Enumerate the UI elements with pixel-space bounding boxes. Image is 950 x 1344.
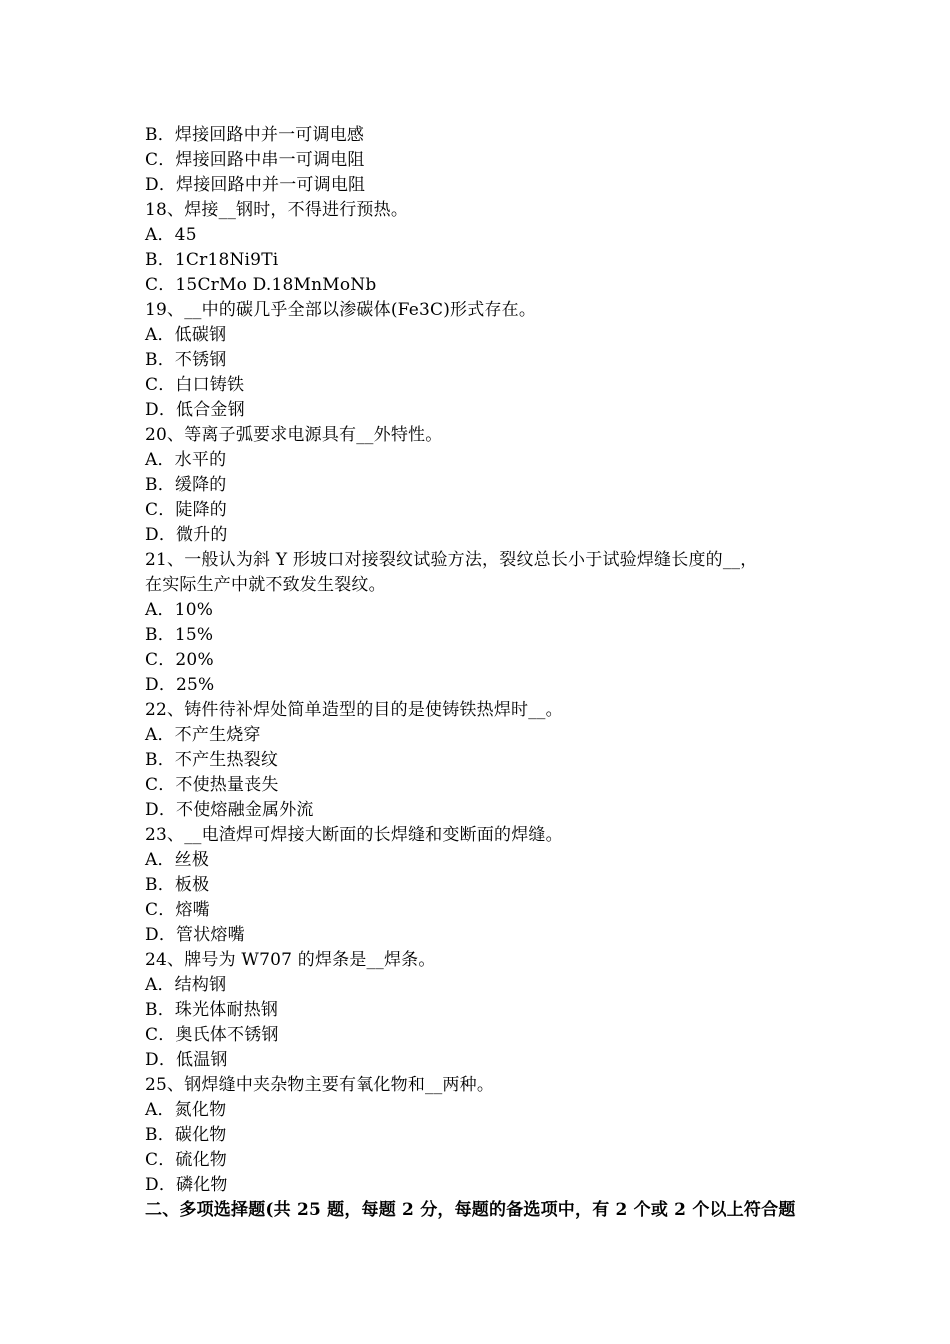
option-line: C．硫化物 bbox=[145, 1150, 228, 1170]
option-line: A．45 bbox=[145, 225, 197, 245]
option-line: C．不使热量丧失 bbox=[145, 775, 279, 795]
option-line: B．15% bbox=[145, 625, 214, 645]
option-line: B．焊接回路中并一可调电感 bbox=[145, 125, 365, 145]
option-line: B．1Cr18Ni9Ti bbox=[145, 250, 279, 270]
option-line: D．不使熔融金属外流 bbox=[145, 800, 314, 820]
option-line: B．不锈钢 bbox=[145, 350, 227, 370]
question-line: 19、__中的碳几乎全部以渗碳体(Fe3C)形式存在。 bbox=[145, 300, 537, 320]
option-line: A．10% bbox=[145, 600, 214, 620]
option-line: D．磷化物 bbox=[145, 1175, 228, 1195]
option-line: D．低合金钢 bbox=[145, 400, 245, 420]
option-line: D．低温钢 bbox=[145, 1050, 228, 1070]
option-line: B．缓降的 bbox=[145, 475, 227, 495]
option-line: A．水平的 bbox=[145, 450, 227, 470]
option-line: D．管状熔嘴 bbox=[145, 925, 245, 945]
question-line-continued: 在实际生产中就不致发生裂纹。 bbox=[145, 575, 386, 595]
option-line: A．低碳钢 bbox=[145, 325, 227, 345]
option-line: C．白口铸铁 bbox=[145, 375, 245, 395]
question-line: 20、等离子弧要求电源具有__外特性。 bbox=[145, 425, 443, 445]
question-line: 23、__电渣焊可焊接大断面的长焊缝和变断面的焊缝。 bbox=[145, 825, 563, 845]
option-line: D．25% bbox=[145, 675, 215, 695]
option-line: B．珠光体耐热钢 bbox=[145, 1000, 279, 1020]
option-line: D．焊接回路中并一可调电阻 bbox=[145, 175, 366, 195]
option-line: A．丝极 bbox=[145, 850, 210, 870]
question-line: 21、一般认为斜 Y 形坡口对接裂纹试验方法，裂纹总长小于试验焊缝长度的__， bbox=[145, 550, 758, 570]
option-line: C．20% bbox=[145, 650, 214, 670]
option-line: C．奥氏体不锈钢 bbox=[145, 1025, 279, 1045]
option-line: B．板极 bbox=[145, 875, 210, 895]
question-line: 24、牌号为 W707 的焊条是__焊条。 bbox=[145, 950, 436, 970]
option-line: D．微升的 bbox=[145, 525, 228, 545]
option-line: B．不产生热裂纹 bbox=[145, 750, 279, 770]
option-line: C．陡降的 bbox=[145, 500, 228, 520]
question-line: 22、铸件待补焊处简单造型的目的是使铸铁热焊时__。 bbox=[145, 700, 563, 720]
question-list bbox=[145, 123, 815, 1223]
question-line: 25、钢焊缝中夹杂物主要有氧化物和__两种。 bbox=[145, 1075, 495, 1095]
option-line: C．熔嘴 bbox=[145, 900, 210, 920]
option-line: B．碳化物 bbox=[145, 1125, 227, 1145]
option-line: C．15CrMo D.18MnMoNb bbox=[145, 275, 377, 295]
section-heading: 二、多项选择题(共 25 题，每题 2 分，每题的备选项中，有 2 个或 2 个以上符合题 bbox=[145, 1200, 796, 1220]
option-line: C．焊接回路中串一可调电阻 bbox=[145, 150, 365, 170]
option-line: A．结构钢 bbox=[145, 975, 227, 995]
option-line: A．氮化物 bbox=[145, 1100, 227, 1120]
question-line: 18、焊接__钢时，不得进行预热。 bbox=[145, 200, 409, 220]
option-line: A．不产生烧穿 bbox=[145, 725, 261, 745]
